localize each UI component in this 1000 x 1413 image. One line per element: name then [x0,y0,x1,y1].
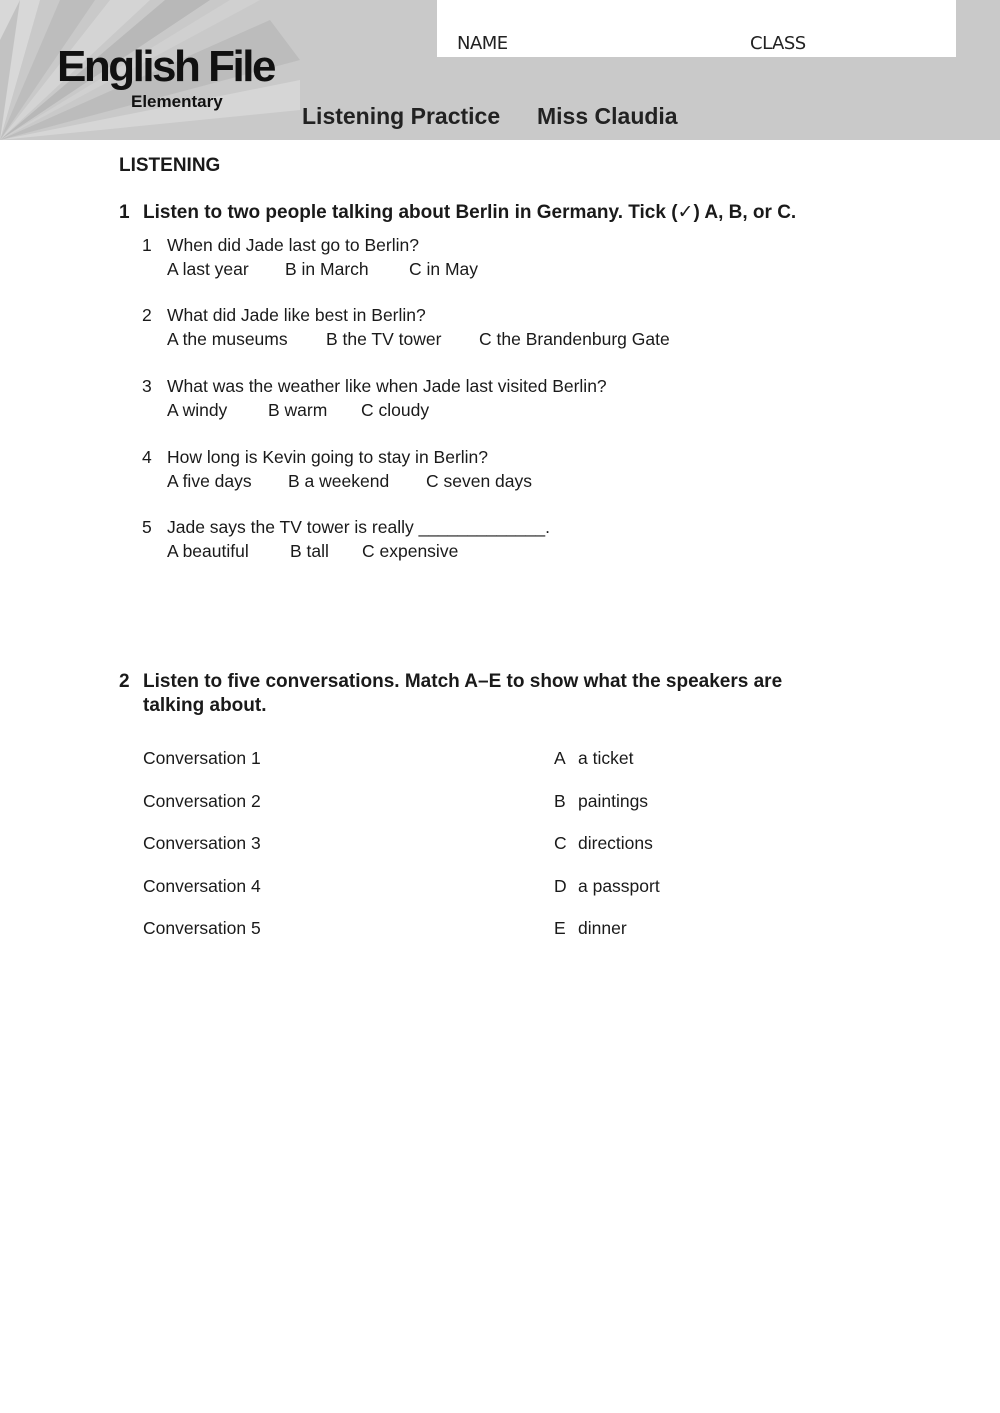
question-text: How long is Kevin going to stay in Berlin? [167,447,489,467]
conversation-1: Conversation 1 [143,748,261,768]
option-a[interactable]: A beautiful [167,541,249,561]
header-banner [0,0,1000,140]
option-b[interactable]: B tall [290,541,329,561]
teacher-name: Miss Claudia [537,103,678,129]
exercise-instruction: Listen to two people talking about Berlin in Germany. Tick (✓) A, B, or C. [143,202,797,223]
option-c[interactable]: C seven days [426,471,533,491]
class-label: CLASS [750,33,806,54]
answer-letter: E [554,918,566,938]
option-c[interactable]: C in May [409,259,479,279]
question-number: 3 [142,376,152,396]
question-number: 2 [142,305,152,325]
name-label: NAME [457,33,508,54]
option-a[interactable]: A windy [167,400,228,420]
option-a[interactable]: A five days [167,471,252,491]
logo-title: English File [57,42,274,91]
option-c[interactable]: C the Brandenburg Gate [479,329,670,349]
name-class-box[interactable] [437,0,956,57]
conversation-5: Conversation 5 [143,918,261,938]
option-b[interactable]: B warm [268,400,328,420]
exercise-instruction: Listen to five conversations. Match A–E to show what the speakers are talking about. [143,671,783,716]
question-text: What was the weather like when Jade last visited Berlin? [167,376,607,396]
logo-subtitle: Elementary [131,92,223,111]
exercise-number: 1 [119,202,130,223]
option-c[interactable]: C cloudy [361,400,430,420]
conversation-4: Conversation 4 [143,876,261,896]
question-number: 1 [142,235,152,255]
option-b[interactable]: B the TV tower [326,329,442,349]
option-c[interactable]: C expensive [362,541,459,561]
answer-text: paintings [578,791,649,811]
worksheet-title: Listening Practice [302,103,501,129]
answer-text: directions [578,833,653,853]
question-number: 5 [142,517,152,537]
option-b[interactable]: B a weekend [288,471,390,491]
answer-letter: D [554,876,567,896]
conversation-2: Conversation 2 [143,791,261,811]
answer-letter: B [554,791,566,811]
conversation-3: Conversation 3 [143,833,261,853]
answer-text: dinner [578,918,627,938]
question-number: 4 [142,447,152,467]
option-b[interactable]: B in March [285,259,369,279]
question-text: What did Jade like best in Berlin? [167,305,426,325]
question-text: When did Jade last go to Berlin? [167,235,419,255]
section-label: LISTENING [119,155,221,176]
answer-letter: A [554,748,566,768]
exercise-number: 2 [119,671,130,692]
answer-text: a passport [578,876,660,896]
answer-text: a ticket [578,748,634,768]
question-text: Jade says the TV tower is really _____________. [167,517,550,537]
answer-letter: C [554,833,567,853]
option-a[interactable]: A last year [167,259,249,279]
option-a[interactable]: A the museums [167,329,288,349]
